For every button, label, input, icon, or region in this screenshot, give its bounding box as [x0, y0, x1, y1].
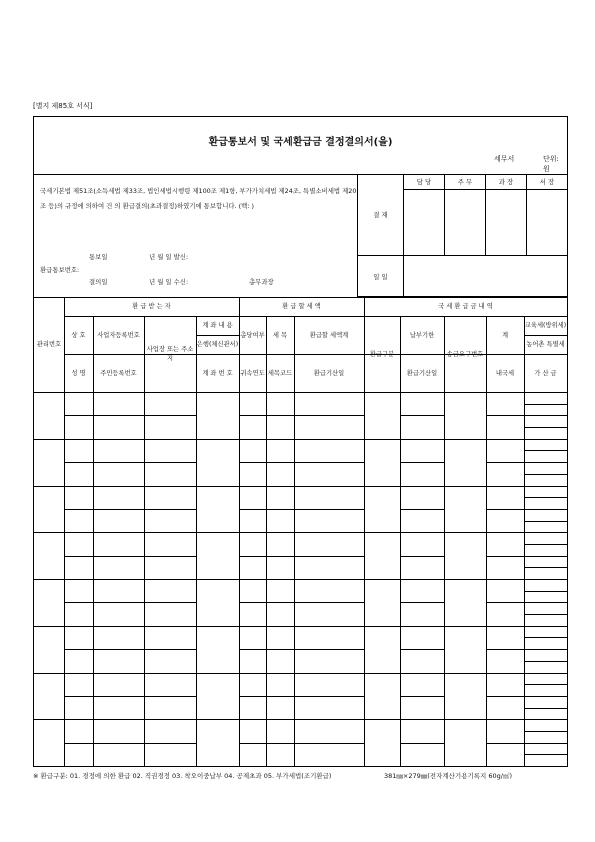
- header-domestic-tax: 내국세: [495, 369, 515, 377]
- row-subdivider: [239, 743, 364, 744]
- row-subdivider: [400, 556, 444, 557]
- row-subdivider: [400, 462, 444, 463]
- notice-date-fields: 년 월 일 발신:: [149, 253, 189, 261]
- row-subdivider: [524, 661, 567, 662]
- row-subdivider: [486, 602, 567, 603]
- header-belong-year: 귀속연도: [240, 369, 265, 377]
- recipient-label: 총무과장: [249, 278, 274, 286]
- header-interest: 가 산 금: [534, 369, 557, 377]
- header-refund-start-2: 환급기산일: [406, 369, 438, 377]
- decision-date-label: 결의일: [89, 278, 108, 286]
- row-subdivider: [64, 743, 196, 744]
- tax-office-label: 세무서: [494, 155, 515, 163]
- row-subdivider: [524, 754, 567, 755]
- sign-box-1[interactable]: [403, 190, 444, 256]
- row-subdivider: [64, 415, 196, 416]
- notice-number-label: 환급통보번호:: [40, 266, 80, 274]
- role-seojang: 서 장: [526, 174, 567, 190]
- refund-table: [34, 297, 567, 766]
- row-subdivider: [524, 684, 567, 685]
- date-value-cell[interactable]: [403, 256, 567, 297]
- decision-date-fields: 년 월 일 수신:: [149, 278, 189, 286]
- header-edu-tax: 교육세(방위세): [524, 322, 567, 329]
- sign-box-2[interactable]: [444, 190, 485, 256]
- footnote-paper-spec: 381㎜×279㎜(전자계산기용기록지 60g/㎡): [384, 772, 512, 780]
- header-refund-total: 환급할 세액계: [309, 331, 349, 339]
- row-subdivider: [486, 415, 567, 416]
- row-subdivider: [524, 544, 567, 545]
- header-recipient: 환 급 받 는 자: [132, 303, 171, 310]
- row-subdivider: [524, 614, 567, 615]
- intro-text: 국세기본법 제51조(소득세법 제33조, 법인세법시행령 제100조 제1항, 부가가치세법 제24조, 특별소비세법 제20조 등)의 규정에 의하여 건 의 환급결의(초과결정)하였기에 통보합니다. (백: ): [40, 187, 357, 210]
- row-divider: [34, 439, 567, 440]
- row-divider: [34, 673, 567, 674]
- row-subdivider: [239, 696, 364, 697]
- row-subdivider: [524, 637, 567, 638]
- header-mgmt-no: 관리번호: [36, 341, 62, 348]
- form-label: [별지 제85호 서식]: [33, 102, 93, 110]
- row-subdivider: [524, 731, 567, 732]
- row-divider: [34, 766, 567, 767]
- row-subdivider: [524, 497, 567, 498]
- form-container: [33, 116, 568, 767]
- approval-label: 결 재: [357, 174, 403, 256]
- row-subdivider: [486, 462, 567, 463]
- row-subdivider: [524, 404, 567, 405]
- row-subdivider: [400, 509, 444, 510]
- form-title: 환급통보서 및 국세환급금 결정결의서(을): [208, 137, 393, 148]
- row-subdivider: [400, 415, 444, 416]
- header-person-name: 성 명: [71, 369, 86, 377]
- row-subdivider: [400, 649, 444, 650]
- header-account-no: 계 좌 번 호: [202, 369, 233, 377]
- role-gwajang: 과 장: [485, 174, 526, 190]
- row-divider: [34, 579, 567, 580]
- row-subdivider: [524, 474, 567, 475]
- row-divider: [34, 532, 567, 533]
- row-subdivider: [64, 649, 196, 650]
- header-payment-deadline: 납부기한: [409, 331, 435, 339]
- row-subdivider: [524, 567, 567, 568]
- header-account-info: 계 좌 내 용: [202, 322, 233, 329]
- header-refund-start: 환급기산일: [313, 369, 345, 377]
- header-tax-code: 세목코드: [267, 369, 293, 377]
- row-subdivider: [486, 649, 567, 650]
- row-subdivider: [524, 450, 567, 451]
- role-damdang: 담 당: [403, 174, 444, 190]
- header-national-refund: 국 세 환 급 금 내 역: [438, 303, 493, 310]
- notice-date-label: 통보일: [89, 253, 108, 261]
- header-refund-detail: 환 급 할 세 액: [282, 303, 321, 310]
- unit-label: 단위: 원: [543, 155, 559, 173]
- row-subdivider: [400, 743, 444, 744]
- date-label: 일 일: [357, 256, 403, 297]
- title-area: [34, 117, 567, 175]
- header-filing-status: 총당여부: [240, 331, 265, 339]
- row-subdivider: [239, 415, 364, 416]
- row-subdivider: [64, 602, 196, 603]
- role-jumu: 주 무: [444, 174, 485, 190]
- row-subdivider: [239, 649, 364, 650]
- row-subdivider: [64, 696, 196, 697]
- row-subdivider: [486, 556, 567, 557]
- footnote-refund-types: ※ 환급구분: 01. 경정에 의한 환급 02. 직권경정 03. 착오이중납부 04. 공제초과 05. 부가세법(조기환급): [33, 772, 332, 780]
- row-subdivider: [524, 521, 567, 522]
- header-refund-type: 환급구분: [369, 350, 395, 358]
- row-subdivider: [524, 591, 567, 592]
- row-subdivider: [239, 509, 364, 510]
- header-resident-no: 주민등록번호: [100, 369, 137, 377]
- sign-box-3[interactable]: [485, 190, 526, 256]
- row-subdivider: [524, 708, 567, 709]
- header-biz-reg-no: 사업자등록번호: [97, 331, 140, 339]
- row-subdivider: [64, 509, 196, 510]
- row-divider: [34, 626, 567, 627]
- row-divider: [34, 486, 567, 487]
- row-subdivider: [64, 556, 196, 557]
- header-gye: 계: [501, 331, 509, 339]
- header-tax-request-no: 송금요구번호: [446, 350, 484, 358]
- row-subdivider: [239, 602, 364, 603]
- row-subdivider: [486, 509, 567, 510]
- sign-box-4[interactable]: [526, 190, 567, 256]
- row-subdivider: [239, 462, 364, 463]
- header-name-ho: 상 호: [71, 331, 86, 339]
- row-divider: [34, 719, 567, 720]
- header-rural-tax: 농어촌 특별세: [526, 341, 565, 348]
- header-biz-address: 사업장 또는 주소지: [146, 346, 194, 362]
- row-subdivider: [486, 743, 567, 744]
- row-subdivider: [400, 696, 444, 697]
- rule-header-bottom: [34, 392, 567, 393]
- row-subdivider: [64, 462, 196, 463]
- header-tax-item: 세 목: [272, 331, 288, 339]
- row-subdivider: [400, 602, 444, 603]
- row-subdivider: [486, 696, 567, 697]
- approval-section: [357, 174, 567, 297]
- row-subdivider: [239, 556, 364, 557]
- header-bank: 은행(체신관서): [196, 341, 239, 348]
- intro-section: [34, 174, 358, 297]
- row-subdivider: [524, 427, 567, 428]
